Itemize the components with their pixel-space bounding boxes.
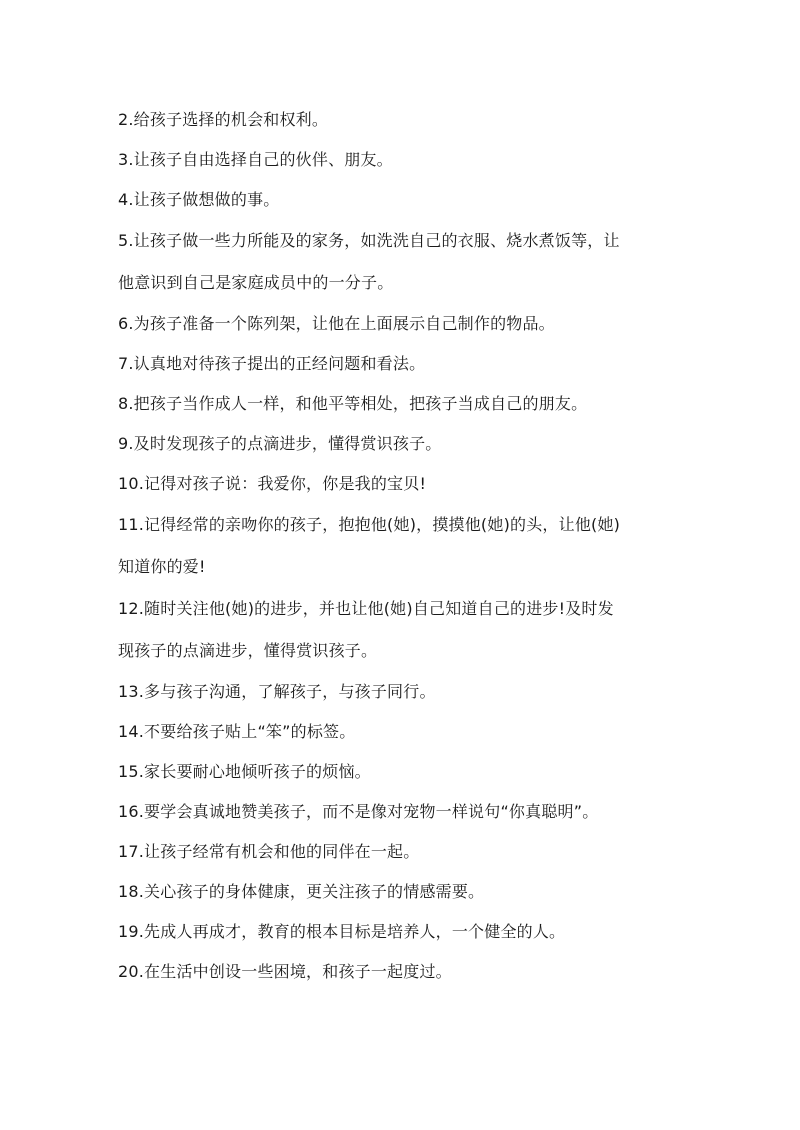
text-line-17: 15.家长要耐心地倾听孩子的烦恼。 [118, 762, 371, 781]
text-line-10: 10.记得对孩子说：我爱你，你是我的宝贝! [118, 474, 427, 493]
text-line-11: 11.记得经常的亲吻你的孩子，抱抱他(她)，摸摸他(她)的头，让他(她) [118, 515, 621, 534]
text-line-3: 4.让孩子做想做的事。 [118, 190, 280, 209]
text-line-13: 12.随时关注他(她)的进步，并也让他(她)自己知道自己的进步!及时发 [118, 599, 614, 618]
text-line-18: 16.要学会真诚地赞美孩子，而不是像对宠物一样说句“你真聪明”。 [118, 802, 599, 821]
text-line-4: 5.让孩子做一些力所能及的家务，如洗洗自己的衣服、烧水煮饭等，让 [118, 231, 620, 250]
text-line-21: 19.先成人再成才，教育的根本目标是培养人，一个健全的人。 [118, 922, 566, 941]
text-line-8: 8.把孩子当作成人一样，和他平等相处，把孩子当成自己的朋友。 [118, 394, 588, 413]
text-line-6: 6.为孩子准备一个陈列架，让他在上面展示自己制作的物品。 [118, 314, 555, 333]
text-line-22: 20.在生活中创设一些困境，和孩子一起度过。 [118, 962, 452, 981]
text-line-15: 13.多与孩子沟通，了解孩子，与孩子同行。 [118, 682, 436, 701]
text-line-12: 知道你的爱! [118, 557, 206, 576]
text-line-16: 14.不要给孩子贴上“笨”的标签。 [118, 722, 356, 741]
text-line-2: 3.让孩子自由选择自己的伙伴、朋友。 [118, 150, 393, 169]
text-line-19: 17.让孩子经常有机会和他的同伴在一起。 [118, 842, 420, 861]
text-line-20: 18.关心孩子的身体健康，更关注孩子的情感需要。 [118, 882, 485, 901]
text-line-14: 现孩子的点滴进步，懂得赏识孩子。 [118, 641, 378, 660]
text-line-5: 他意识到自己是家庭成员中的一分子。 [118, 273, 394, 292]
text-line-1: 2.给孩子选择的机会和权利。 [118, 110, 329, 129]
text-line-9: 9.及时发现孩子的点滴进步，懂得赏识孩子。 [118, 434, 442, 453]
document-body [118, 100, 693, 992]
text-line-7: 7.认真地对待孩子提出的正经问题和看法。 [118, 354, 426, 373]
